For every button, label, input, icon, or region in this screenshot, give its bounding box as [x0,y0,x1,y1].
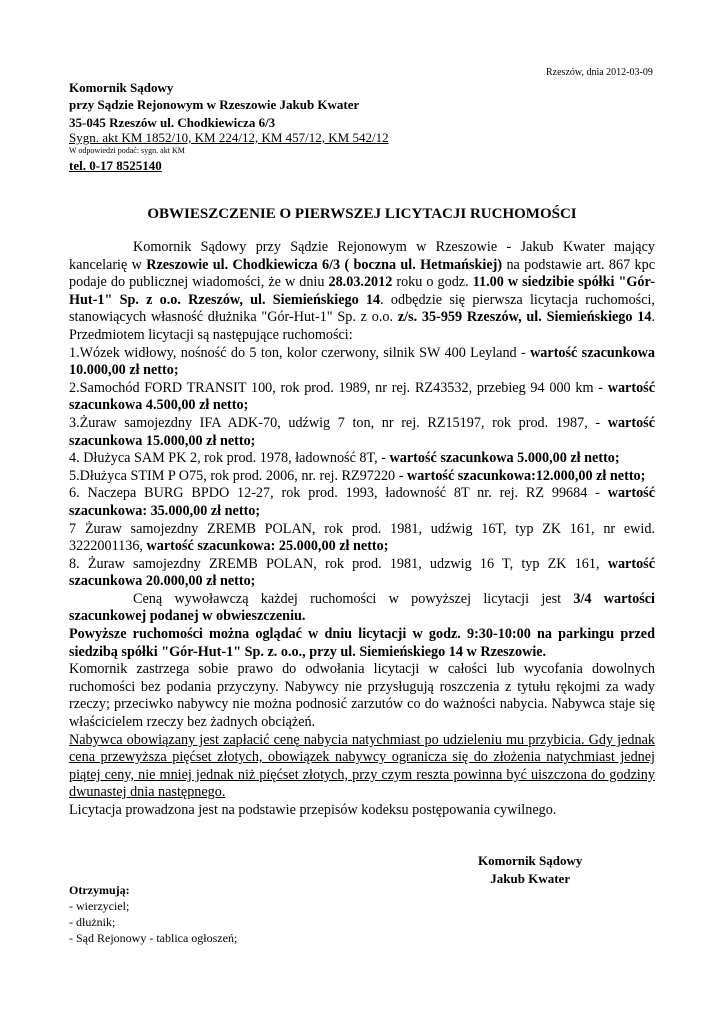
list-item: 1.Wózek widłowy, nośność do 5 ton, kolor czerwony, silnik SW 400 Leyland - wartość szacunkowa 10.000,00 zł netto; [69,344,655,379]
list-item: 4. Dłużyca SAM PK 2, rok prod. 1978, ładowność 8T, - wartość szacunkowa 5.000,00 zł netto; [69,450,620,467]
payment-paragraph: Nabywca obowiązany jest zapłacić cenę nabycia natychmiast po udzieleniu mu przybicia. Gdy jednak cena przewyższa pięćset złotych, obowiązek nabywcy ogranicza się do złożenia natychmiast jednej piątej ceny, nie mniej jednak niż pięćset złotych, przy czym reszta powinna być uiszczona do godziny dwunastej dnia następnego. [69,731,655,801]
list-item: 3.Żuraw samojezdny IFA ADK-70, udźwig 7 ton, nr rej. RZ15197, rok prod. 1987, - wartość szacunkowa 15.000,00 zł netto; [69,414,655,449]
court-name: przy Sądzie Rejonowym w Rzeszowie Jakub Kwater [69,97,360,112]
list-item: - dłużnik; [69,915,116,929]
signature-name: Jakub Kwater [490,871,571,886]
list-item: 7 Żuraw samojezdny ZREMB POLAN, rok prod. 1981, udźwig 16T, typ ZK 161, nr ewid. 3222001136, wartość szacunkowa: 25.000,00 zł netto; [69,520,655,555]
office-address: 35-045 Rzeszów ul. Chodkiewicza 6/3 [69,115,276,130]
signature [478,852,582,888]
notice-body [69,239,655,820]
bailiff-title: Komornik Sądowy [69,80,174,95]
price-paragraph: Ceną wywoławczą każdej ruchomości w powyższej licytacji jest 3/4 wartości szacunkowej podanej w obwieszczeniu. [69,590,655,625]
list-item: 6. Naczepa BURG BPDO 12-27, rok prod. 1993, ładowność 8T nr. rej. RZ 99684 - wartość szacunkowa: 35.000,00 zł netto; [69,485,655,519]
list-item: - Sąd Rejonowy - tablica ogłoszeń; [69,931,238,945]
reserve-paragraph: Komornik zastrzega sobie prawo do odwołania licytacji w całości lub wycofania dowolnych ruchomości bez podania przyczyny. Nabywcy nie przysługują roszczenia z tytułu rękojmi za wady rzeczy; przeciwko nabywcy nie można podnosić zarzutów co do ważności nabycia. Nabywca staje się właścicielem rzeczy bez żadnych obciążeń. [69,661,655,731]
recipients [69,882,237,946]
case-reference: Sygn. akt KM 1852/10, KM 224/12, KM 457/12, KM 542/12 [69,130,389,145]
reply-note: W odpowiedzi podać: sygn. akt KM [69,146,185,155]
intro-paragraph: Komornik Sądowy przy Sądzie Rejonowym w Rzeszowie - Jakub Kwater mający kancelarię w Rzeszowie ul. Chodkiewicza 6/3 ( boczna ul. Hetmańskiej) na podstawie art. 867 kpc podaje do publicznej wiadomości, że w dniu 28.03.2012 roku o godz. 11.00 w siedzibie spółki "Gór-Hut-1" Sp. z o.o. Rzeszów, ul. Siemieńskiego 14. odbędzie się pierwsza licytacja ruchomości, stanowiących własność dłużnika "Gór-Hut-1" Sp. z o.o. z/s. 35-959 Rzeszów, ul. Siemieńskiego 14. Przedmiotem licytacji są następujące ruchomości: [69,239,656,343]
telephone: tel. 0-17 8525140 [69,158,162,173]
document-date: Rzeszów, dnia 2012-03-09 [546,67,653,78]
viewing-paragraph: Powyższe ruchomości można oglądać w dniu licytacji w godz. 9:30-10:00 na parkingu przed siedzibą spółki "Gór-Hut-1" Sp. z. o.o., przy ul. Siemieńskiego 14 w Rzeszowie. [69,626,655,660]
signature-title: Komornik Sądowy [478,853,583,868]
list-item: 8. Żuraw samojezdny ZREMB POLAN, rok prod. 1981, udzwig 16 T, typ ZK 161, wartość szacunkowa 20.000,00 zł netto; [69,555,655,590]
recipients-heading: Otrzymują: [69,883,130,897]
list-item: 5.Dłużyca STIM P O75, rok prod. 2006, nr. rej. RZ97220 - wartość szacunkowa:12.000,00 zł netto; [69,467,646,484]
notice-title: OBWIESZCZENIE O PIERWSZEJ LICYTACJI RUCHOMOŚCI [147,206,577,222]
list-item: 2.Samochód FORD TRANSIT 100, rok prod. 1989, nr rej. RZ43532, przebieg 94 000 km - wartość szacunkowa 4.500,00 zł netto; [69,379,655,414]
list-item: - wierzyciel; [69,899,130,913]
legal-basis: Licytacja prowadzona jest na podstawie przepisów kodeksu postępowania cywilnego. [69,802,557,818]
